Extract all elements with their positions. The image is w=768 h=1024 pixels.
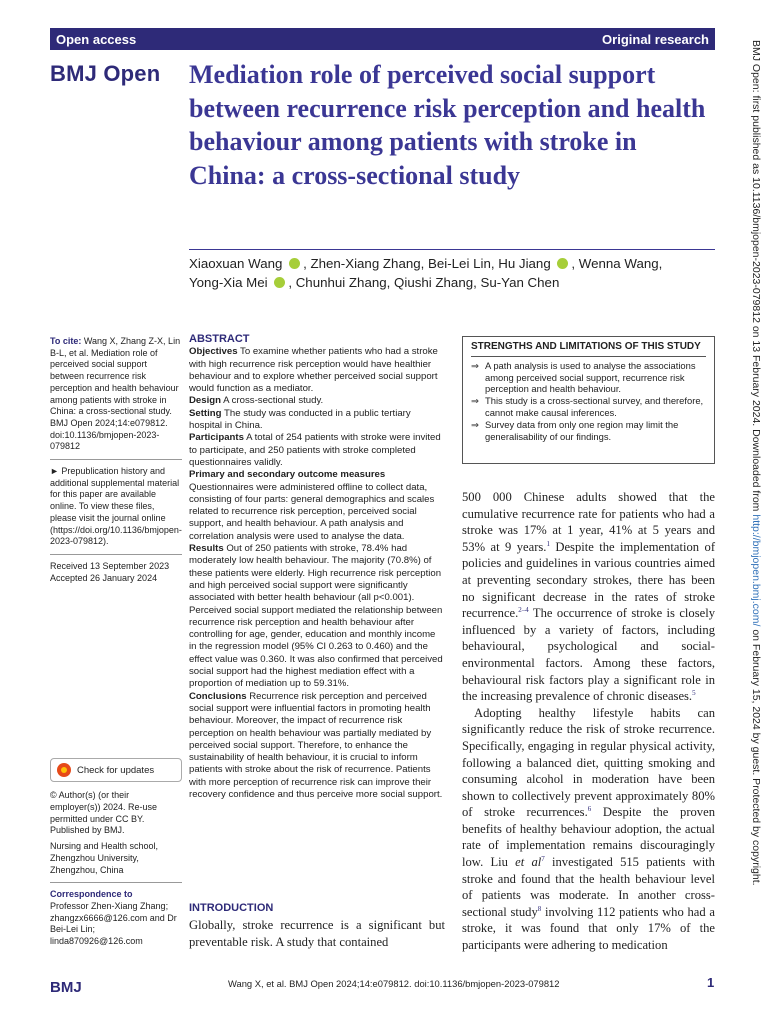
author-name: , Wenna Wang, bbox=[571, 256, 663, 271]
page-number: 1 bbox=[707, 975, 715, 990]
check-for-updates-button[interactable] bbox=[50, 758, 182, 782]
introduction-heading: INTRODUCTION bbox=[189, 902, 274, 914]
strengths-limitations-box bbox=[462, 336, 715, 464]
download-note: BMJ Open: first published as 10.1136/bmjopen-2023-079812 on 13 February 2024. Downloaded from http://bmjopen.bmj.com/ on February 15, 2024 by guest. Protected by copyright. bbox=[750, 40, 762, 886]
sidebar-divider bbox=[50, 554, 182, 555]
reference-link[interactable]: 5 bbox=[692, 688, 696, 697]
copyright-notice: © Author(s) (or their employer(s)) 2024. Re-use permitted under CC BY. Published by BMJ. bbox=[50, 790, 158, 836]
strengths-heading: STRENGTHS AND LIMITATIONS OF THIS STUDY bbox=[471, 341, 706, 357]
author-name: , Zhen-Xiang Zhang, Bei-Lei Lin, Hu Jiang bbox=[303, 256, 551, 271]
conclusions-text: Recurrence risk perception and perceived social support were influential factors in promoting health behaviour. Moreover, the impact of recurrence risk perception on health behaviour was partially mediated by perceived social support. Therefore, to enhance the sustainability of health behaviour, it is crucial to inform patients with stroke about the risk of recurrence. Patients with more perception of recurrence risk can improve their recovery confidence and thus perceive more social support. bbox=[189, 690, 443, 800]
cite-text: Wang X, Zhang Z-X, Lin B-L, et al. Mediation role of perceived social support between recurrence risk perception and health behaviour among patients with stroke in China: a cross-sectional study. BMJ Open 2024;14:e079812. doi:10.1136/bmjopen-2023-079812 bbox=[50, 336, 181, 452]
orcid-icon[interactable] bbox=[557, 258, 568, 269]
outcome-text: Questionnaires were administered offline to collect data, consisting of four parts: general demographics and scales related to recurrence risk perception, perceived social support, and health behaviour. A path analysis and correlation analysis were used to analyse the data. bbox=[189, 481, 435, 542]
header-bar bbox=[50, 28, 715, 50]
orcid-icon[interactable] bbox=[289, 258, 300, 269]
article-title: Mediation role of perceived social support between recurrence risk perception and health behaviour among patients with stroke in China: a cross-sectional study bbox=[189, 60, 706, 190]
conclusions-label: Conclusions bbox=[189, 690, 247, 702]
outcome-label: Primary and secondary outcome measures bbox=[189, 469, 386, 481]
check-updates-label: Check for updates bbox=[77, 764, 155, 776]
design-label: Design bbox=[189, 395, 221, 407]
design-text: A cross-sectional study. bbox=[223, 395, 324, 407]
accepted-date: Accepted 26 January 2024 bbox=[50, 572, 158, 583]
cite-label: To cite: bbox=[50, 336, 82, 346]
sidebar-divider bbox=[50, 882, 182, 883]
crossmark-icon bbox=[57, 763, 71, 777]
strength-item: ⇒ Survey data from only one region may limit the generalisability of our findings. bbox=[471, 419, 706, 443]
results-label: Results bbox=[189, 543, 224, 555]
reference-link[interactable]: 1 bbox=[546, 539, 550, 548]
prepublication-note[interactable]: ► Prepublication history and additional supplemental material for this paper are available online. To view these files, please visit the journal online (https://doi.org/10.1136/bmjopen-2023-079812). bbox=[50, 466, 182, 547]
correspondence-text[interactable]: Professor Zhen-Xiang Zhang; zhangzx6666@126.com and Dr Bei-Lei Lin; linda870926@126.com bbox=[50, 900, 177, 947]
reference-link[interactable]: 7 bbox=[541, 854, 545, 863]
objectives-text: To examine whether patients who had a stroke with high recurrence risk perception would have healthier behaviour and to explore whether perceived social support would function as a mediator. bbox=[189, 346, 438, 395]
reference-link[interactable]: 2–4 bbox=[518, 605, 529, 614]
paragraph: Adopting healthy lifestyle habits can significantly reduce the risk of stroke recurrence. Specifically, engaging in regular physical activity, following a balanced diet, quitting smoking and consuming alcohol in moderation have been shown to collectively prevent approximately 80% of stroke recurrences.$^6$ Despite the proven benefits of healthy behaviour adoption, the actual rate of implementation remains discouragingly low. Liu et $al^7$ investigated 515 patients with stroke and found that the health behaviour level of patients was moderate. In another cross-sectional study$^8$ involving 112 patients who had a stroke, it was found that only 17% of the participants were adhering to medication bbox=[462, 705, 715, 953]
affiliation: Nursing and Health school, Zhengzhou University, Zhengzhou, China bbox=[50, 841, 159, 875]
reference-link[interactable]: 8 bbox=[537, 904, 542, 913]
setting-text: The study was conducted in a public tertiary hospital in China. bbox=[189, 407, 411, 432]
paragraph: 500 000 Chinese adults showed that the cumulative recurrence rate for patients who had a stroke was 17% at 1 year, 41% at 5 years and 53% at 9 years.$^1$ Despite the implementation of policies and guidelines in various countries aimed at preventing secondary strokes, there has been no significant decrease in the rates of stroke recurrence.$^{2-4}$ The occurrence of stroke is closely influenced by a variety of factors, including behavioural, psychological and social-environmental factors. Among these factors, behavioural risk factors play a significant role in the increasing prevalence of chronic diseases.$^5$ bbox=[462, 490, 716, 704]
abstract bbox=[189, 333, 445, 801]
title-divider bbox=[189, 249, 715, 250]
received-date: Received 13 September 2023 bbox=[50, 560, 170, 571]
orcid-icon[interactable] bbox=[274, 277, 285, 288]
article-type-label: Original research bbox=[602, 31, 709, 47]
body-text-right bbox=[462, 489, 715, 954]
participants-text: A total of 254 patients with stroke were invited to participate, and 250 patients with stroke completed questionnaires validly. bbox=[189, 432, 441, 468]
introduction-text: Globally, stroke recurrence is a significant but preventable risk. A study that contained bbox=[189, 918, 445, 949]
author-name: Yong-Xia Mei bbox=[189, 275, 268, 290]
strength-item: ⇒ A path analysis is used to analyse the associations among perceived social support, recurrence risk perception and health behaviour. bbox=[471, 360, 706, 395]
author-list bbox=[189, 254, 715, 292]
author-name[interactable]: Xiaoxuan Wang bbox=[189, 256, 283, 271]
open-access-label: Open access bbox=[56, 31, 137, 47]
article-sidebar bbox=[50, 336, 182, 948]
strength-item: ⇒ This study is a cross-sectional survey, and therefore, cannot make causal inferences. bbox=[471, 395, 706, 419]
footer-citation: Wang X, et al. BMJ Open 2024;14:e079812. doi:10.1136/bmjopen-2023-079812 bbox=[228, 978, 560, 989]
objectives-label: Objectives bbox=[189, 346, 238, 358]
setting-label: Setting bbox=[189, 407, 222, 419]
results-text: Out of 250 patients with stroke, 78.4% had moderately low health behaviour. The majority (70.8%) of these patients were elderly. High recurrence risk perception and high perceived social support were significantly associated with better health behaviour (all p<0.001). Perceived social support mediated the relationship between recurrence risk perception and health behaviour after controlling for age, gender, education and monthly income in the regression model (95% CI 0.263 to 0.460) and the effect value was 0.360. It was also confirmed that perceived social support had the highest mediation effect with a proportion of mediation up to 59.31%. bbox=[189, 543, 443, 690]
participants-label: Participants bbox=[189, 432, 244, 444]
journal-logo: BMJ Open bbox=[50, 61, 161, 86]
correspondence-label: Correspondence to bbox=[50, 889, 133, 900]
sidebar-divider bbox=[50, 459, 182, 460]
citation-block bbox=[50, 336, 182, 453]
introduction-section bbox=[189, 900, 445, 950]
bmj-footer-logo: BMJ bbox=[50, 979, 82, 996]
reference-link[interactable]: 6 bbox=[587, 805, 592, 814]
abstract-heading: ABSTRACT bbox=[189, 333, 250, 345]
journal-link[interactable]: http://bmjopen.bmj.com/ bbox=[750, 514, 762, 627]
author-name: , Chunhui Zhang, Qiushi Zhang, Su-Yan Chen bbox=[288, 275, 560, 290]
